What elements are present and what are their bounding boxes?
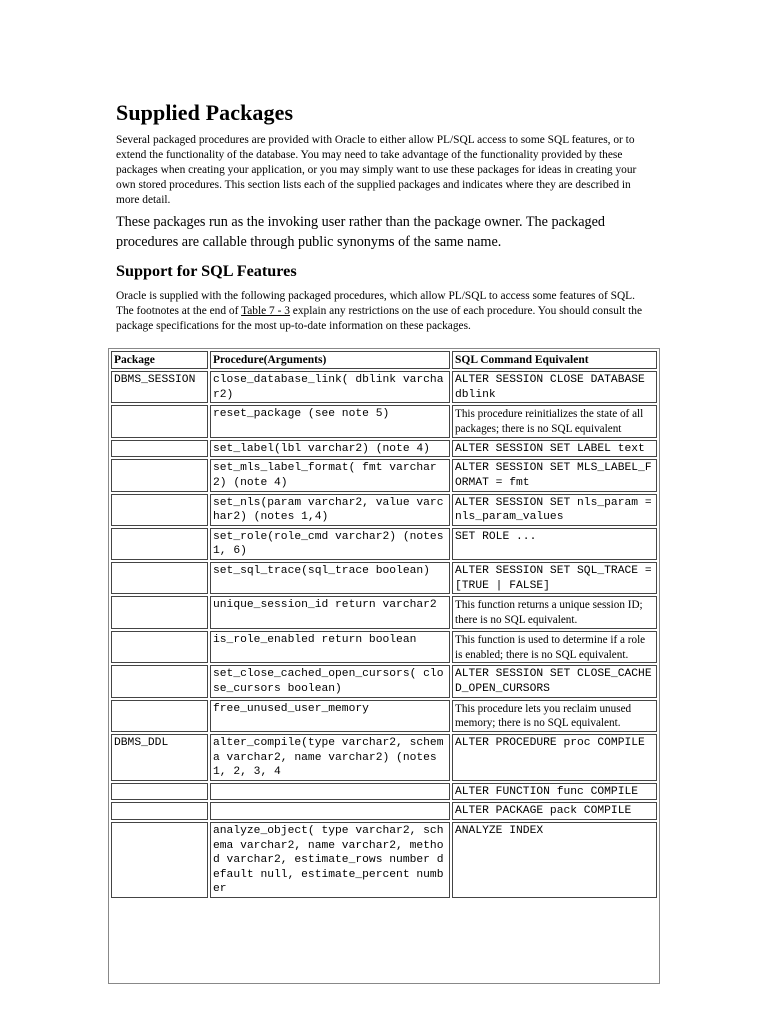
procedure-cell: set_close_cached_open_cursors( close_cursors boolean)	[210, 665, 450, 697]
procedure-cell: set_mls_label_format( fmt varchar2) (note 4)	[210, 459, 450, 491]
packages-table-frame	[108, 348, 660, 984]
invoker-paragraph: These packages run as the invoking user rather than the package owner. The packaged procedures are callable through public synonyms of the same name.	[116, 214, 606, 250]
sql-equivalent-cell: ALTER SESSION SET MLS_LABEL_FORMAT = fmt	[452, 459, 657, 491]
packages-table	[109, 349, 659, 900]
sql-equivalent-cell: ANALYZE INDEX	[452, 822, 657, 898]
section-paragraph-text-after: explain any restrictions on the use of each procedure. You should consult the package specifications for the most up-to-date information on these packages.	[116, 305, 643, 332]
procedure-cell: reset_package (see note 5)	[210, 405, 450, 438]
table-reference-link[interactable]: Table 7 - 3	[241, 305, 290, 317]
package-cell	[111, 459, 208, 491]
table-row	[111, 700, 657, 733]
package-cell: DBMS_SESSION	[111, 371, 208, 403]
package-cell	[111, 631, 208, 664]
package-cell	[111, 783, 208, 801]
sql-equivalent-cell: ALTER PROCEDURE proc COMPILE	[452, 734, 657, 781]
package-cell: DBMS_DDL	[111, 734, 208, 781]
procedure-cell: set_label(lbl varchar2) (note 4)	[210, 440, 450, 458]
sql-equivalent-cell: This function is used to determine if a role is enabled; there is no SQL equivalent.	[452, 631, 657, 664]
header-procedure: Procedure(Arguments)	[210, 351, 450, 369]
procedure-cell: set_nls(param varchar2, value varchar2) (notes 1,4)	[210, 494, 450, 526]
sql-equivalent-cell: This procedure lets you reclaim unused memory; there is no SQL equivalent.	[452, 700, 657, 733]
sql-equivalent-cell: ALTER SESSION SET LABEL text	[452, 440, 657, 458]
table-row	[111, 494, 657, 526]
package-cell	[111, 405, 208, 438]
section-heading: Support for SQL Features	[116, 262, 297, 280]
table-row	[111, 596, 657, 629]
table-row	[111, 631, 657, 664]
sql-equivalent-cell: ALTER SESSION SET nls_param = nls_param_values	[452, 494, 657, 526]
sql-equivalent-cell: SET ROLE ...	[452, 528, 657, 560]
table-row	[111, 665, 657, 697]
package-cell	[111, 700, 208, 733]
package-cell	[111, 494, 208, 526]
package-cell	[111, 440, 208, 458]
package-cell	[111, 596, 208, 629]
sql-equivalent-cell: This function returns a unique session ID; there is no SQL equivalent.	[452, 596, 657, 629]
table-row	[111, 371, 657, 403]
sql-equivalent-cell: ALTER SESSION SET SQL_TRACE = [TRUE | FALSE]	[452, 562, 657, 594]
table-row	[111, 528, 657, 560]
table-header-row	[111, 351, 657, 369]
procedure-cell: unique_session_id return varchar2	[210, 596, 450, 629]
procedure-cell	[210, 802, 450, 820]
section-paragraph-text-before: Oracle is supplied with the following packaged procedures, which allow PL/SQL to access some features of SQL. The footnotes at the end of	[116, 290, 635, 317]
procedure-cell: close_database_link( dblink varchar2)	[210, 371, 450, 403]
table-row	[111, 562, 657, 594]
page-title: Supplied Packages	[116, 100, 294, 125]
header-sql-equivalent: SQL Command Equivalent	[452, 351, 657, 369]
sql-equivalent-cell: This procedure reinitializes the state of all packages; there is no SQL equivalent	[452, 405, 657, 438]
package-cell	[111, 528, 208, 560]
sql-equivalent-cell: ALTER SESSION CLOSE DATABASE dblink	[452, 371, 657, 403]
table-row	[111, 459, 657, 491]
package-cell	[111, 665, 208, 697]
table-row	[111, 405, 657, 438]
table-row	[111, 783, 657, 801]
table-row	[111, 822, 657, 898]
procedure-cell: free_unused_user_memory	[210, 700, 450, 733]
procedure-cell	[210, 783, 450, 801]
package-cell	[111, 562, 208, 594]
sql-equivalent-cell: ALTER FUNCTION func COMPILE	[452, 783, 657, 801]
procedure-cell: alter_compile(type varchar2, schema varchar2, name varchar2) (notes 1, 2, 3, 4	[210, 734, 450, 781]
procedure-cell: set_sql_trace(sql_trace boolean)	[210, 562, 450, 594]
sql-equivalent-cell: ALTER SESSION SET CLOSE_CACHED_OPEN_CURSORS	[452, 665, 657, 697]
table-row	[111, 440, 657, 458]
procedure-cell: analyze_object( type varchar2, schema varchar2, name varchar2, method varchar2, estimate_rows number default null, estimate_percent number	[210, 822, 450, 898]
package-cell	[111, 822, 208, 898]
header-package: Package	[111, 351, 208, 369]
procedure-cell: is_role_enabled return boolean	[210, 631, 450, 664]
procedure-cell: set_role(role_cmd varchar2) (notes 1, 6)	[210, 528, 450, 560]
sql-equivalent-cell: ALTER PACKAGE pack COMPILE	[452, 802, 657, 820]
section-paragraph	[116, 289, 646, 334]
table-row	[111, 802, 657, 820]
package-cell	[111, 802, 208, 820]
table-row	[111, 734, 657, 781]
intro-paragraph: Several packaged procedures are provided with Oracle to either allow PL/SQL access to some SQL features, or to extend the functionality of the database. You may need to take advantage of the functionality provided by these packages when creating your application, or you may simply want to use these packages for ideas in creating your own stored procedures. This section lists each of the supplied packages and indicates where they are described in more detail.	[116, 134, 637, 206]
